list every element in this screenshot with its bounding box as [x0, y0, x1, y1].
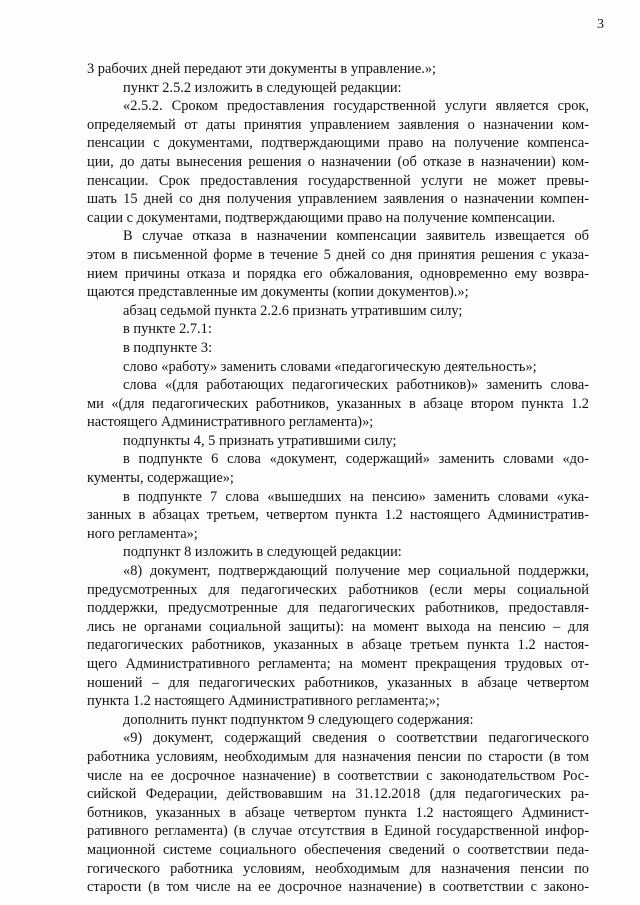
text-line: «8) документ, подтверждающий получение мер социальной поддержки,: [123, 563, 589, 580]
text-line: подпункт 8 изложить в следующей редакции:: [123, 544, 402, 561]
page-number: 3: [597, 17, 604, 32]
text-line: кументы, содержащие»;: [87, 470, 234, 487]
text-line: в подпункте 3:: [123, 339, 213, 356]
text-line: 3 рабочих дней передают эти документы в управление.»;: [87, 61, 437, 77]
text-line: щего Административного регламента; на момент прекращения трудовых от-: [87, 656, 589, 672]
text-line: «9) документ, содержащий сведения о соответствии педагогического: [123, 730, 589, 747]
document-body: [87, 60, 589, 897]
text-line: работника условиям, необходимым для назначения пенсии по старости (в том: [87, 748, 589, 765]
text-line: подпункты 4, 5 признать утратившими силу;: [123, 432, 397, 449]
text-line: щаются представленные им документы (копии документов).»;: [87, 284, 469, 301]
text-line: ции, до даты вынесения решения о назначении (об отказе в назначении) ком-: [87, 153, 589, 170]
text-line: пункта 1.2 настоящего Административного регламента;»;: [87, 693, 440, 710]
text-line: гогического работника условиям, необходимым для назначения пенсии по: [87, 860, 589, 877]
text-line: в подпункте 6 слова «документ, содержащий» заменить словами «до-: [123, 451, 589, 468]
text-line: пенсации. Срок предоставления государственной услуги не может превы-: [87, 172, 589, 189]
text-line: предусмотренных для педагогических работников (если меры социальной: [87, 581, 589, 598]
text-line: в подпункте 7 слова «вышедших на пенсию» заменить словами «ука-: [123, 488, 589, 505]
text-line: ботников, указанных в абзаце четвертом пункта 1.2 настоящего Админист-: [87, 804, 589, 821]
text-line: В случае отказа в назначении компенсации заявитель извещается об: [123, 228, 589, 245]
text-line: дополнить пункт подпунктом 9 следующего содержания:: [123, 711, 474, 728]
text-line: ративного регламента) (в случае отсутствия в Единой государственной инфор-: [87, 823, 589, 840]
text-line: поддержки, предусмотренные для педагогических работников, предоставля-: [87, 600, 589, 617]
text-line: нием причины отказа и порядка его обжалования, одновременно ему возвра-: [87, 265, 589, 282]
text-line: старости (в том числе на ее досрочное назначение) в соответствии с законо-: [87, 879, 589, 896]
text-line: пункт 2.5.2 изложить в следующей редакции:: [123, 79, 402, 96]
text-line: ми «(для педагогических работников, указанных в абзаце втором пункта 1.2: [87, 395, 589, 412]
text-line: занных в абзацах третьем, четвертом пункта 1.2 настоящего Административ-: [87, 507, 589, 524]
text-line: слова «(для работающих педагогических работников)» заменить слова-: [123, 377, 589, 394]
text-line: ношений – для педагогических работников, указанных в абзаце четвертом: [87, 674, 589, 691]
text-line: этом в письменной форме в течение 5 дней со дня принятия решения с указа-: [87, 246, 589, 263]
text-line: шать 15 дней со дня получения управлением заявления о назначении компен-: [87, 191, 589, 208]
text-line: абзац седьмой пункта 2.2.6 признать утратившим силу;: [123, 302, 463, 319]
text-line: лись не органами социальной защиты): на момент выхода на пенсию – для: [87, 618, 589, 635]
text-line: слово «работу» заменить словами «педагогическую деятельность»;: [123, 358, 537, 375]
text-line: сации с документами, подтверждающими право на получение компенсации.: [87, 209, 556, 226]
text-line: ного регламента»;: [87, 525, 198, 542]
text-line: определяемый от даты принятия управлением заявления о назначении ком-: [87, 116, 589, 133]
text-line: сийской Федерации, действовавшим на 31.12.2018 (для педагогических ра-: [87, 786, 589, 803]
text-line: пенсации с документами, подтверждающими право на получение компенса-: [87, 135, 589, 152]
text-line: мационной системе социального обеспечения сведений о соответствии педа-: [87, 841, 589, 858]
text-line: настоящего Административного регламента)»;: [87, 414, 374, 431]
text-line: педагогических работников, указанных в абзаце третьем пункта 1.2 настоя-: [87, 637, 589, 654]
text-line: числе на ее досрочное назначение) в соответствии с законодательством Рос-: [87, 767, 589, 784]
text-line: в пункте 2.7.1:: [123, 321, 212, 338]
text-line: «2.5.2. Сроком предоставления государственной услуги является срок,: [123, 98, 589, 115]
